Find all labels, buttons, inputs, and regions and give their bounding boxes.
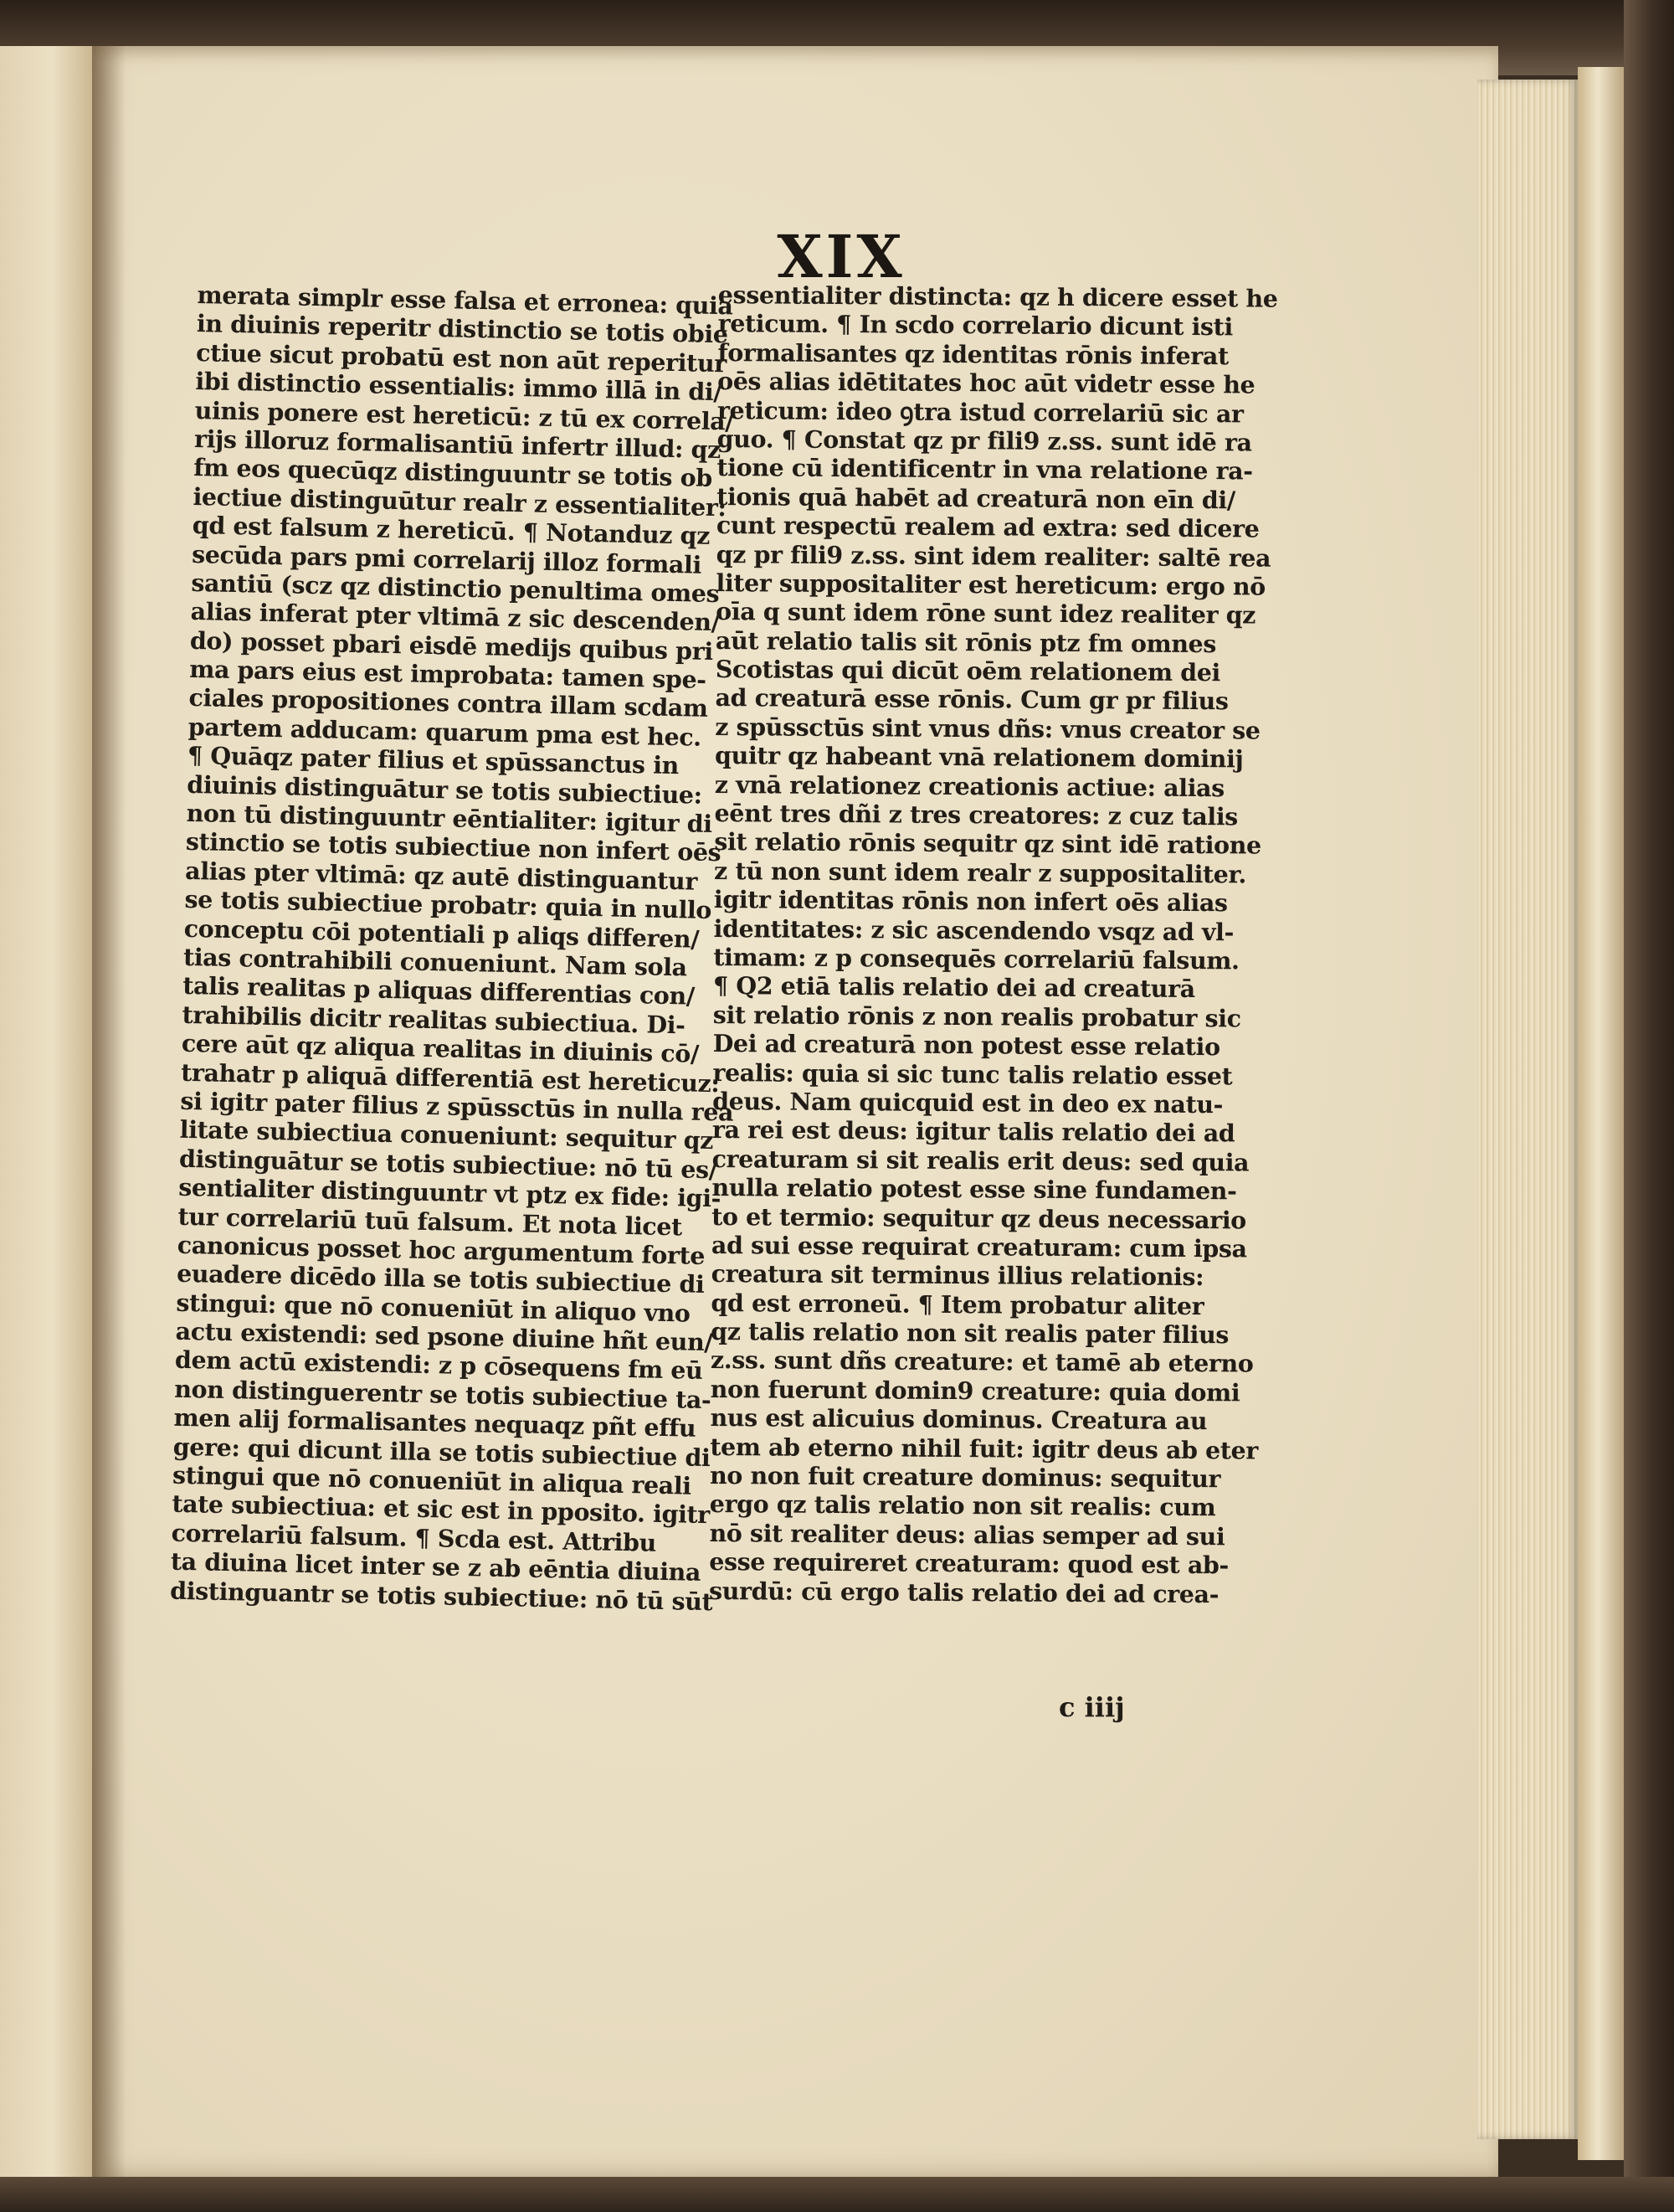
text-line: sit relatio rōnis sequitr qz sint idē ratione [714, 827, 1261, 860]
text-line: Dei ad creaturā non potest esse relatio [712, 1029, 1220, 1062]
text-line: no non fuit creature dominus: sequitur [709, 1460, 1221, 1494]
text-line: alias inferat pter vltimā z sic descenden/ [190, 597, 721, 637]
text-line: qd est falsum z hereticū. ¶ Notanduz qz [192, 511, 711, 551]
text-line: sentialiter distinguuntr vt ptz ex fide: igi- [177, 1172, 721, 1213]
text-line: eēnt tres dñi z tres creatores: z cuz talis [714, 799, 1239, 831]
text-line: stingui que nō conueniūt in aliqua reali [172, 1460, 692, 1500]
text-line: trahibilis dicitr realitas subiectiua. Di- [182, 1000, 686, 1040]
left-text-column [169, 280, 734, 1616]
text-line: gere: qui dicunt illa se totis subiectiue di [172, 1432, 711, 1472]
text-line: non tū distinguuntr eēntialiter: igitur di [186, 798, 713, 839]
text-line: actu existendi: sed psone diuine hñt eun/ [175, 1316, 713, 1357]
text-line: ta diuina licet inter se z ab eēntia diuina [170, 1546, 701, 1587]
text-line: surdū: cū ergo talis relatio dei ad crea- [708, 1576, 1220, 1608]
text-line: tem ab eterno nihil fuit: igitr deus ab eter [710, 1432, 1259, 1465]
text-line: cunt respectū realem ad extra: sed dicere [716, 511, 1260, 543]
text-line: igitr identitas rōnis non infert oēs alias [713, 885, 1228, 918]
text-line: identitates: z sic ascendendo vsqz ad vl- [713, 913, 1235, 946]
binding-bottom [0, 2177, 1674, 2212]
text-line: canonicus posset hoc argumentum forte [177, 1230, 706, 1270]
text-line: qz pr fili9 z.ss. sint idem realiter: saltē rea [716, 539, 1271, 573]
text-line: timam: z p consequēs correlariū falsum. [713, 942, 1240, 975]
text-line: oīa q sunt idem rōne sunt idez realiter qz [716, 597, 1256, 630]
text-line: qz talis relatio non sit realis pater filius [711, 1317, 1230, 1350]
text-line: liter suppositaliter est hereticum: ergo nō [716, 568, 1266, 601]
text-line: non fuerunt domin9 creature: quia domi [710, 1374, 1240, 1407]
text-line: reticum. ¶ In scdo correlario dicunt isti [717, 309, 1233, 342]
text-line: realis: quia si sic tunc talis relatio esset [712, 1057, 1233, 1090]
text-line: guo. ¶ Constat qz pr fili9 z.ss. sunt idē ra [716, 424, 1252, 457]
text-line: ra rei est deus: igitur talis relatio dei ad [711, 1115, 1235, 1148]
text-line: stingui: que nō conueniūt in aliquo vno [176, 1288, 691, 1328]
text-line: ad sui esse requirat creaturam: cum ipsa [711, 1230, 1247, 1263]
text-line: creatura sit terminus illius relationis: [711, 1259, 1204, 1292]
text-line: ciales propositiones contra illam scdam [188, 683, 708, 723]
text-line: z spūssctūs sint vnus dñs: vnus creator se [715, 712, 1261, 745]
text-line: tias contrahibili conueniunt. Nam sola [182, 942, 688, 982]
text-line: nō sit realiter deus: alias semper ad sui [709, 1518, 1225, 1551]
text-line: partem adducam: quarum pma est hec. [187, 712, 702, 752]
text-line: uinis ponere est hereticū: z tū ex correla/ [194, 395, 734, 436]
text-line: z.ss. sunt dñs creature: et tamē ab eterno [710, 1345, 1254, 1378]
text-line: trahatr p aliquā differentiā est hereticuz: [180, 1057, 720, 1098]
text-line: do) posset pbari eisdē medijs quibus pri [189, 625, 714, 666]
text-line: ad creaturā esse rōnis. Cum gr pr filius [715, 683, 1229, 716]
text-line: rijs illoruz formalisantiū infertr illud: qz [193, 424, 721, 465]
gutter-shadow [92, 46, 126, 2177]
folio-text: XIX [777, 222, 906, 291]
right-text-column [708, 280, 1278, 1608]
text-line: dem actū existendi: z p cōsequens fm eū [174, 1345, 703, 1386]
text-line: esse requireret creaturam: quod est ab- [709, 1547, 1230, 1580]
text-line: secūda pars pmi correlarij illoz formali [191, 539, 702, 579]
fore-edge [1477, 80, 1578, 2139]
text-line: ergo qz talis relatio non sit realis: cum [709, 1489, 1216, 1522]
text-line: non distinguerentr se totis subiectiue ta- [173, 1374, 711, 1414]
text-line: reticum: ideo ꝯtra istud correlariū sic ar [716, 395, 1244, 428]
text-line: formalisantes qz identitas rōnis inferat [717, 337, 1229, 371]
text-line: nulla relatio potest esse sine fundamen- [711, 1173, 1237, 1206]
text-line: Scotistas qui dicūt oēm relationem dei [715, 655, 1221, 687]
text-line: to et termio: sequitur qz deus necessario [711, 1201, 1246, 1234]
text-line: correlariū falsum. ¶ Scda est. Attribu [171, 1518, 657, 1557]
text-line: essentialiter distincta: qz h dicere esset he [717, 280, 1278, 313]
text-line: nus est alicuius dominus. Creatura au [710, 1403, 1208, 1436]
text-line: conceptu cōi potentiali p aliqs differen/ [183, 913, 700, 954]
text-line: euadere dicēdo illa se totis subiectiue di [176, 1259, 705, 1299]
binding-right [1624, 0, 1674, 2212]
text-line: sit relatio rōnis z non realis probatur sic [712, 1000, 1241, 1033]
text-line: oēs alias idētitates hoc aūt videtr esse he [717, 367, 1256, 399]
text-line: talis realitas p aliquas differentias con/ [182, 971, 696, 1011]
text-line: deus. Nam quicquid est in deo ex natu- [712, 1086, 1224, 1119]
text-line: tate subiectiua: et sic est in pposito. igitr [172, 1489, 711, 1530]
text-line: iectiue distinguūtur realr z essentialiter: [193, 481, 727, 522]
text-line: ¶ Quāqz pater filius et spūssanctus in [187, 741, 680, 780]
text-line: fm eos quecūqz distinguuntr se totis ob [193, 453, 713, 493]
text-line: z tū non sunt idem realr z suppositaliter. [713, 856, 1247, 889]
text-line: tionis quā habēt ad creaturā non eīn di/ [716, 481, 1235, 515]
text-line: se totis subiectiue probatr: quia in nullo [184, 885, 712, 925]
text-line: merata simplr esse falsa et erronea: quia [197, 280, 733, 321]
text-line: aūt relatio talis sit rōnis ptz fm omnes [715, 625, 1217, 658]
text-line: ma pars eius est improbata: tamen spe- [188, 654, 707, 694]
text-line: distinguantr se totis subiectiue: nō tū sūt [169, 1576, 713, 1616]
text-line: tione cū identificentr in vna relatione ra- [716, 453, 1253, 486]
text-line: distinguātur se totis subiectiue: nō tū es/ [178, 1144, 718, 1184]
signature-mark: c iiij [1059, 1691, 1125, 1723]
text-line: ¶ Q2 etiā talis relatio dei ad creaturā [713, 971, 1195, 1004]
text-line: tur correlariū tuū falsum. Et nota licet [177, 1201, 683, 1241]
text-line: qd est erroneū. ¶ Item probatur aliter [711, 1288, 1204, 1320]
text-line: z vnā relationez creationis actiue: alias [714, 769, 1225, 802]
text-line: stinctio se totis subiectiue non infert oēs [185, 827, 721, 867]
text-line: men alij formalisantes nequaqz pñt effu [173, 1402, 696, 1443]
text-line: cere aūt qz aliqua realitas in diuinis cō/ [181, 1028, 700, 1068]
text-line: quitr qz habeant vnā relationem dominij [714, 741, 1244, 774]
text-line: diuinis distinguātur se totis subiectiue: [187, 769, 703, 810]
text-line: litate subiectiua conueniunt: sequitur qz [179, 1115, 714, 1155]
text-line: ctiue sicut probatū est non aūt reperitur [195, 337, 727, 378]
text-line: alias pter vltimā: qz autē distinguantur [184, 856, 698, 896]
text-line: si igitr pater filius z spūssctūs in nulla rea [180, 1086, 734, 1127]
text-line: in diuinis reperitr distinctio se totis obie [196, 309, 728, 349]
text-line: ibi distinctio essentialis: immo illā in di/ [195, 367, 722, 407]
text-line: creaturam si sit realis erit deus: sed quia [711, 1144, 1250, 1177]
page-block-edge [1578, 67, 1628, 2160]
text-line: santiū (scz qz distinctio penultima omes [191, 568, 720, 609]
